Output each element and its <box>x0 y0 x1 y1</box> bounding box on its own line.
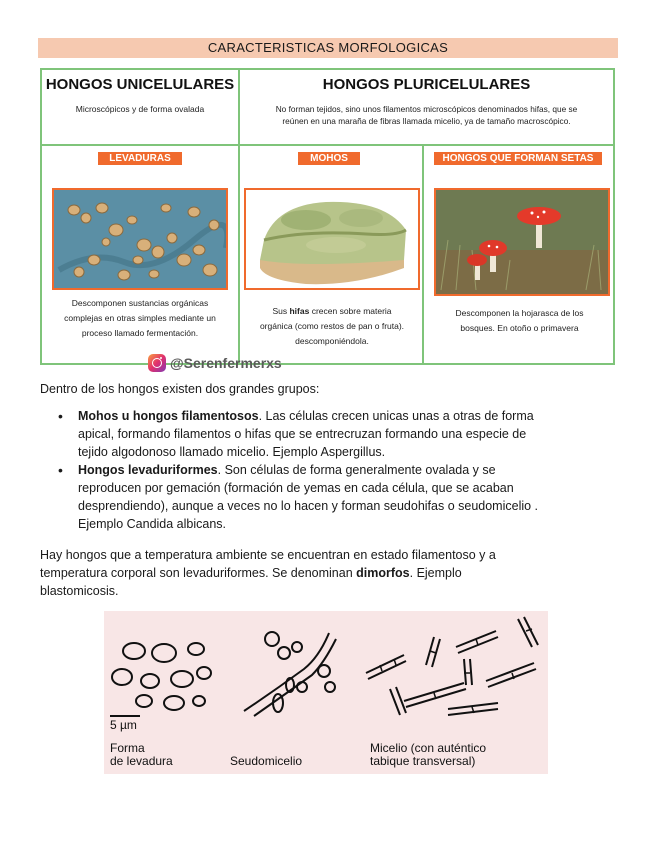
levaduras-badge: LEVADURAS <box>98 152 182 165</box>
para-term: dimorfos <box>356 566 410 580</box>
intro-text: Dentro de los hongos existen dos grandes grupos: <box>40 382 320 396</box>
setas-caption-line1: Descomponen la hojarasca de los <box>455 308 584 318</box>
mohos-cell <box>238 144 424 365</box>
setas-photo <box>434 188 610 296</box>
dimorfos-paragraph <box>40 546 620 600</box>
bullet-1-line2: apical, formando filamentos o hifas que se entrecruzan formando una especie de <box>78 427 527 441</box>
yeast-cells-image <box>54 190 226 288</box>
mohos-caption-bold: hifas <box>289 306 310 316</box>
pseudomycelium-label: Seudomicelio <box>230 754 303 768</box>
setas-caption-line2: bosques. En otoño o primavera <box>460 323 579 333</box>
setas-caption <box>426 306 613 336</box>
pluricelulares-header <box>238 68 615 146</box>
mycelium-label-line2: tabique transversal) <box>370 754 476 768</box>
bullet-1-line1 <box>78 407 623 425</box>
yeast-form-label-line1: Forma <box>110 741 145 755</box>
bullet-2-text: . Son células de forma generalmente ovalada y se <box>217 463 496 477</box>
mohos-caption-line3: descomponiéndola. <box>295 336 369 346</box>
bullet-2-line4: Ejemplo Candida albicans. <box>78 517 227 531</box>
levaduras-caption-line2: complejas en otras simples mediante un <box>64 313 216 323</box>
section-title: CARACTERISTICAS MORFOLOGICAS <box>38 38 618 58</box>
para-line1: Hay hongos que a temperatura ambiente se encuentran en estado filamentoso y a <box>40 548 496 562</box>
scale-label: 5 µm <box>110 718 137 732</box>
pluricelulares-desc-line2: reúnen en una maraña de fibras llamada micelio, ya de tamaño macroscópico. <box>282 116 571 126</box>
mushrooms-image <box>436 190 608 294</box>
list-item <box>58 407 623 461</box>
bullet-1-text: . Las células crecen unicas unas a otras de forma <box>258 409 534 423</box>
yeast-form-label <box>110 742 173 768</box>
mohos-caption-post: crecen sobre materia <box>309 306 392 316</box>
moldy-bread-image <box>246 190 418 288</box>
levaduras-photo <box>52 188 228 290</box>
pluricelulares-desc <box>240 103 613 127</box>
mycelium-label <box>370 742 486 768</box>
para-line2-pre: temperatura corporal son levaduriformes. Se denominan <box>40 566 357 580</box>
watermark-text: @Serenfermerxs <box>170 355 282 371</box>
bullet-1-line3: tejido algodonoso llamado micelio. Ejemplo Aspergillus. <box>78 445 386 459</box>
unicelulares-desc: Microscópicos y de forma ovalada <box>75 104 205 114</box>
bullet-list <box>58 407 623 533</box>
watermark <box>148 352 282 374</box>
mohos-caption <box>242 304 422 349</box>
mohos-caption-pre: Sus <box>272 306 290 316</box>
setas-cell <box>422 144 615 365</box>
pluricelulares-desc-line1: No forman tejidos, sino unos filamentos microscópicos denominados hifas, que se <box>275 104 578 114</box>
levaduras-cell <box>40 144 240 365</box>
pluricelulares-title: HONGOS PLURICELULARES <box>322 76 531 93</box>
bullet-2-term: Hongos levaduriformes <box>78 463 218 477</box>
mohos-caption-line2: orgánica (como restos de pan o fruta). <box>259 321 405 331</box>
bullet-2-line2: reproducen por gemación (formación de yemas en cada célula, que se acaban <box>78 481 514 495</box>
list-item <box>58 461 623 533</box>
mohos-badge: MOHOS <box>298 152 360 165</box>
mohos-photo <box>244 188 420 290</box>
fungi-classification-figure <box>40 68 615 365</box>
instagram-icon <box>148 354 166 372</box>
morphology-diagram <box>104 611 548 774</box>
bullet-1-term: Mohos u hongos filamentosos <box>78 409 259 423</box>
para-line3: blastomicosis. <box>40 584 119 598</box>
unicelulares-header <box>40 68 240 146</box>
mohos-caption-line1 <box>242 304 422 319</box>
unicelulares-title: HONGOS UNICELULARES <box>45 76 235 93</box>
bullet-2-line3: desprendiendo), aunque a veces no lo hacen y forman seudohifas o seudomicelio . <box>78 499 539 513</box>
para-line2 <box>40 564 620 582</box>
para-line2-post: . Ejemplo <box>409 566 462 580</box>
levaduras-caption-line1: Descomponen sustancias orgánicas <box>71 298 209 308</box>
levaduras-caption <box>44 296 236 341</box>
yeast-form-label-line2: de levadura <box>110 754 173 768</box>
bullet-2-line1 <box>78 461 623 479</box>
mycelium-label-line1: Micelio (con auténtico <box>370 741 487 755</box>
levaduras-caption-line3: proceso llamado fermentación. <box>81 328 199 338</box>
setas-badge: HONGOS QUE FORMAN SETAS <box>434 152 602 165</box>
